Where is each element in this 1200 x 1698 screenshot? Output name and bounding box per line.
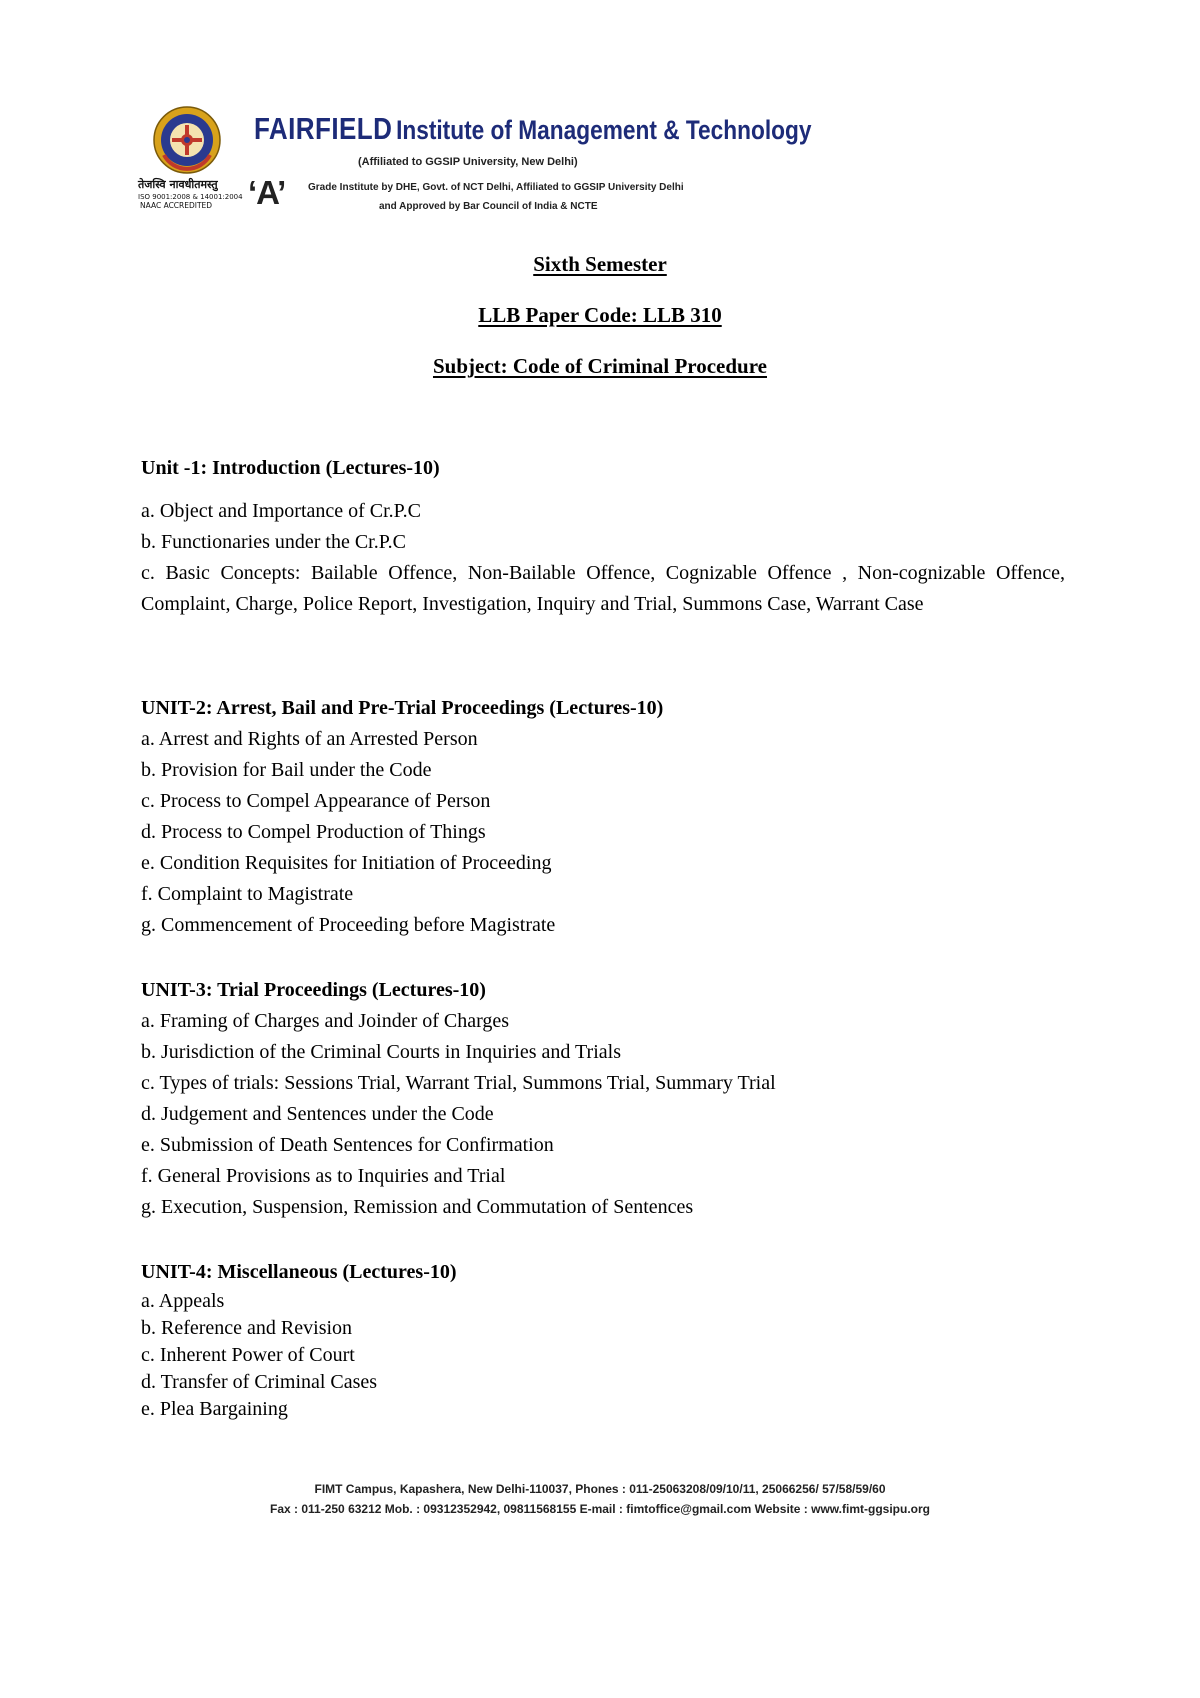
affiliation-text: (Affiliated to GGSIP University, New Delhi) — [358, 156, 578, 168]
list-item: c. Inherent Power of Court — [141, 1344, 355, 1366]
institute-name-brand: FAIRFIELD — [254, 111, 393, 146]
unit-title: UNIT-2: Arrest, Bail and Pre-Trial Proceedings (Lectures-10) — [141, 697, 664, 719]
semester-heading: Sixth Semester — [533, 252, 667, 276]
grade-mark: ‘A’ — [248, 174, 286, 211]
institute-seal-logo — [152, 105, 222, 175]
unit-title: Unit -1: Introduction (Lectures-10) — [141, 457, 440, 479]
list-item: b. Provision for Bail under the Code — [141, 759, 432, 781]
letterhead — [138, 103, 812, 221]
grade-description-line2: and Approved by Bar Council of India & NCTE — [379, 201, 598, 212]
seal-caption — [138, 177, 256, 210]
motto-hindi: तेजस्वि नावधीतमस्तु — [138, 178, 218, 191]
list-item: b. Functionaries under the Cr.P.C — [141, 531, 406, 553]
paper-code-heading: LLB Paper Code: LLB 310 — [478, 303, 722, 327]
footer-contact-line: Fax : 011-250 63212 Mob. : 09312352942, 09811568155 E-mail : fimtoffice@gmail.com Website : www.fimt-ggsipu.org — [270, 1502, 930, 1516]
list-item: a. Framing of Charges and Joinder of Charges — [141, 1010, 510, 1032]
list-item: e. Submission of Death Sentences for Confirmation — [141, 1134, 554, 1156]
naac-accreditation: NAAC ACCREDITED — [140, 201, 213, 210]
list-item: e. Plea Bargaining — [141, 1398, 288, 1420]
list-item: f. Complaint to Magistrate — [141, 883, 354, 905]
list-item: e. Condition Requisites for Initiation of Proceeding — [141, 852, 552, 874]
list-item: d. Process to Compel Production of Things — [141, 821, 486, 843]
list-item: b. Jurisdiction of the Criminal Courts in Inquiries and Trials — [141, 1041, 621, 1063]
list-item: a. Object and Importance of Cr.P.C — [141, 500, 421, 522]
unit-1-section — [141, 453, 1065, 620]
subject-heading: Subject: Code of Criminal Procedure — [432, 354, 767, 378]
unit-3-section — [141, 975, 1065, 1223]
list-item: c. Basic Concepts: Bailable Offence, Non-Bailable Offence, Cognizable Offence , Non-cognizable Offence, Complaint, Charge, Police Report, Investigation, Inquiry and Trial, Summons Case, Warrant Case — [141, 562, 1065, 615]
iso-certification: ISO 9001:2008 & 14001:2004 — [138, 193, 243, 201]
list-item: d. Judgement and Sentences under the Code — [141, 1103, 494, 1125]
grade-description-line1: Grade Institute by DHE, Govt. of NCT Delhi, Affiliated to GGSIP University Delhi — [308, 182, 684, 193]
unit-2-section — [141, 693, 1065, 941]
institute-name-rest: Institute of Management & Technology — [396, 115, 812, 145]
institute-name — [254, 111, 811, 147]
list-item: d. Transfer of Criminal Cases — [141, 1371, 378, 1393]
unit-title: UNIT-3: Trial Proceedings (Lectures-10) — [141, 979, 486, 1001]
unit-title: UNIT-4: Miscellaneous (Lectures-10) — [141, 1261, 457, 1283]
list-item: a. Appeals — [141, 1290, 225, 1312]
list-item: c. Process to Compel Appearance of Person — [141, 790, 491, 812]
list-item: f. General Provisions as to Inquiries and Trial — [141, 1165, 506, 1187]
list-item: b. Reference and Revision — [141, 1317, 353, 1339]
list-item: c. Types of trials: Sessions Trial, Warrant Trial, Summons Trial, Summary Trial — [141, 1072, 776, 1094]
list-item: a. Arrest and Rights of an Arrested Person — [141, 728, 478, 750]
list-item: g. Commencement of Proceeding before Magistrate — [141, 914, 556, 936]
list-item: g. Execution, Suspension, Remission and Commutation of Sentences — [141, 1196, 694, 1218]
footer-address-line: FIMT Campus, Kapashera, New Delhi-110037, Phones : 011-25063208/09/10/11, 25066256/ 57/58/59/60 — [314, 1482, 886, 1496]
unit-4-section — [141, 1257, 1065, 1423]
